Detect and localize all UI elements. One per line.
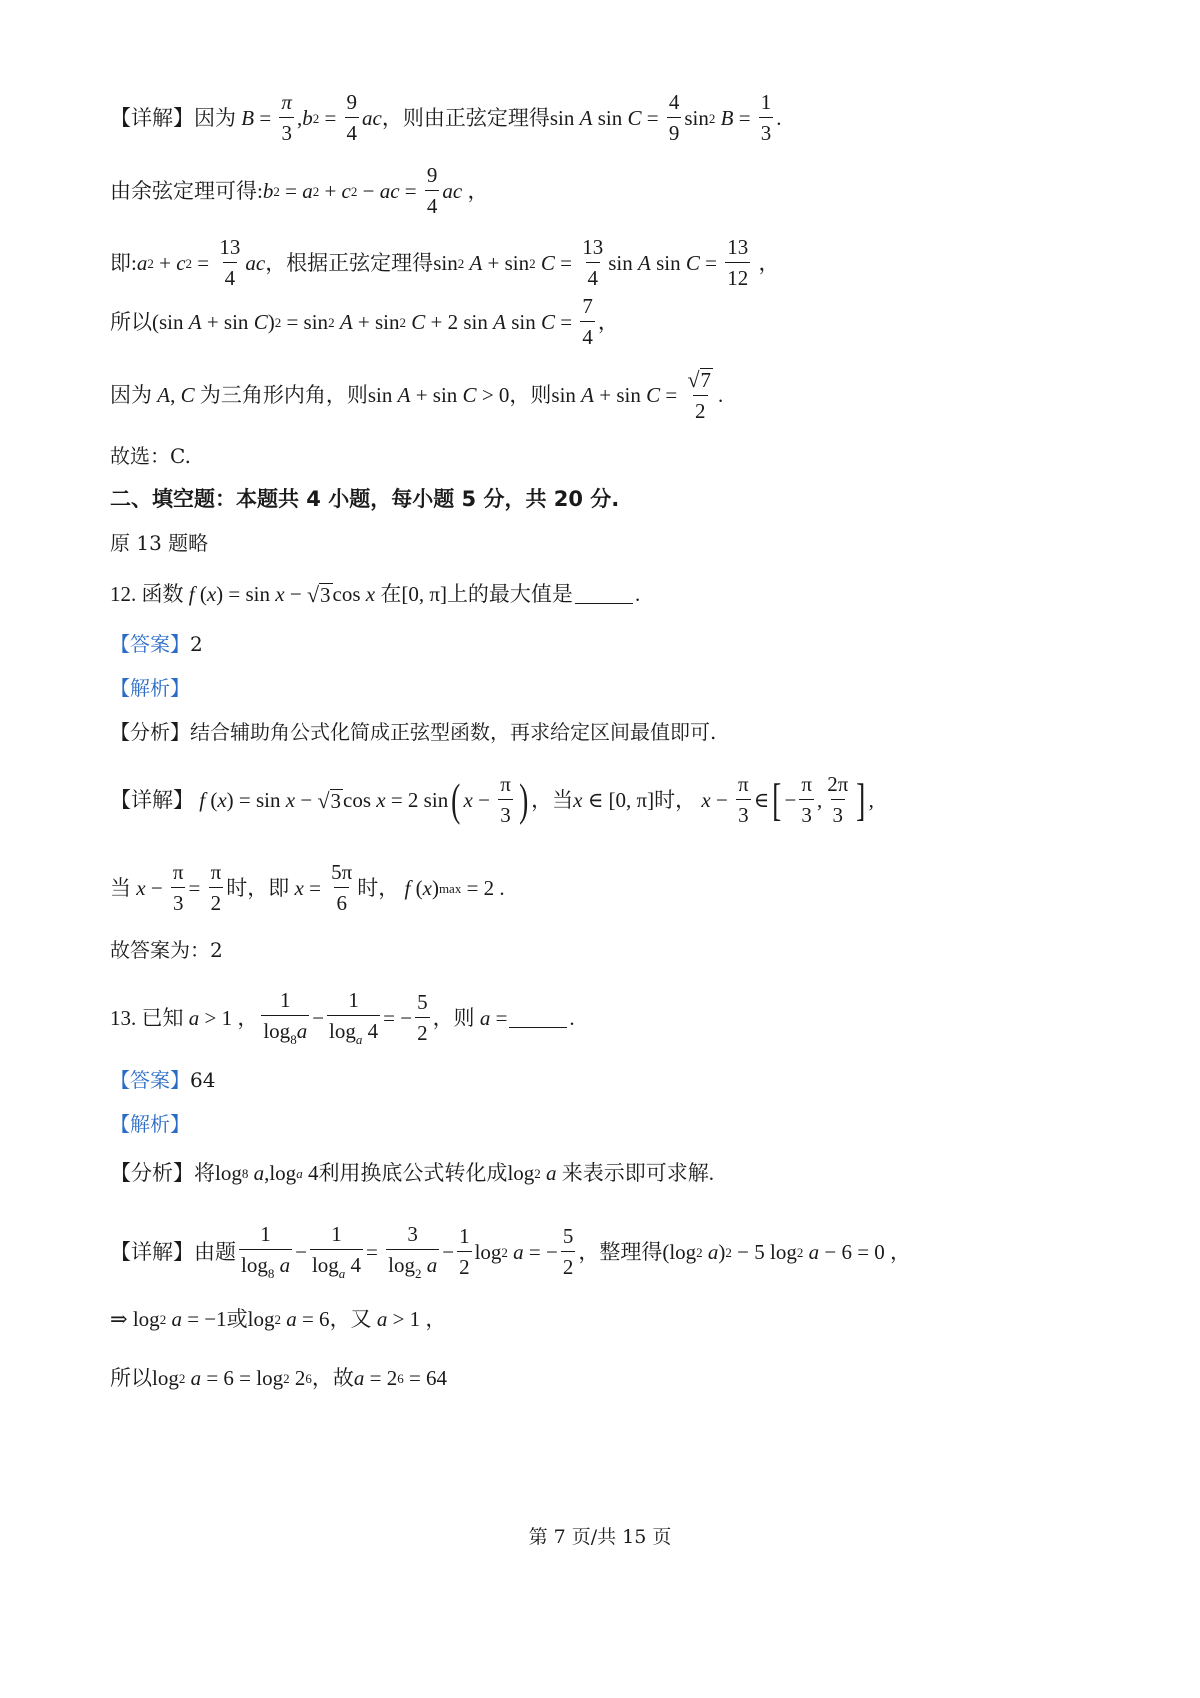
- detail-line-1: 【详解】 因为 B = $\frac{\pi}{3}$ , b 2 = $\frac{9}{4}$ ac ，则由正弦定理得 sin A sin C = $\frac{4}{9}$ sin 2 B = $\frac{1}{3}$ .: [110, 90, 782, 145]
- detail-13-line-3: 所以 log 2 a = 6 = log 2 2 6 ，故 a = 2 6 = 64: [110, 1366, 448, 1390]
- detail-tag: 【详解】: [110, 105, 194, 130]
- detail-13-line-2: ⇒ log 2 a = −1 或 log 2 a = 6 ，又 a > 1 ，: [110, 1307, 447, 1331]
- detail-line-5: 因为 A , C 为三角形内角，则 sin A + sin C > 0 ，则 sin A + sin C = √ 7 2 .: [110, 367, 724, 423]
- analysis-heading-13: 【解析】: [110, 1112, 190, 1136]
- answer-blank: [509, 1009, 567, 1028]
- question-13: 13. 已知 a > 1 ， $\frac{1}{\log_8a}$ − $\frac{1}{\log_a 4}$ = − $\frac{5}{2}$ ，则 a = .: [110, 988, 575, 1047]
- answer-13: 【答案】 64: [110, 1068, 216, 1092]
- detail-12-line-1: 【详解】 f ( x ) = sin x − √ 3 cos x = 2 sin ( x − $\frac{\pi}{3}$ ) ，当 x ∈ [0, π] 时， x − $\frac{\pi}{3}$ ∈ [ − $\frac{\pi}{3}$ , $\frac{2\pi}{3}$ ] ,: [110, 772, 874, 827]
- detail-line-4: 所以 (sin A + sin C ) 2 = sin 2 A + sin 2 C + 2 sin A sin C = $\frac{7}{4}$ ，: [110, 294, 619, 349]
- answer-12: 【答案】 2: [110, 632, 203, 656]
- answer-choice-line: 故选：C.: [110, 444, 191, 468]
- detail-line-2: 由余弦定理可得: b 2 = a 2 + c 2 − ac = $\frac{9}{4}$ ac ，: [110, 163, 489, 218]
- question-12: 12. 函数 f ( x ) = sin x − √ 3 cos x 在 [0, π] 上的最大值是 .: [110, 582, 641, 607]
- section-heading: 二、填空题：本题共 4 小题，每小题 5 分，共 20 分.: [110, 487, 620, 511]
- page-footer: 第 7 页/共 15 页: [528, 1526, 672, 1548]
- analysis-12: 【分析】 结合辅助角公式化简成正弦型函数，再求给定区间最值即可.: [110, 720, 717, 744]
- final-answer-12: 故答案为：2: [110, 938, 223, 962]
- detail-line-3: 即: a 2 + c 2 = $\frac{13}{4}$ ac ，根据正弦定理得 sin 2 A + sin 2 C = $\frac{13}{4}$ sin A sin C = $\frac{13}{12}$ ，: [110, 235, 780, 290]
- detail-13-line-1: 【详解】 由题 $\frac{1}{\log_8 a}$ − $\frac{1}{\log_a 4}$ = $\frac{3}{\log_2 a}$ − $\frac{1}{2}$ log 2 a = − $\frac{5}{2}$ ，整理得 (log 2 a ) 2 − 5 log 2 a − 6 = 0 ，: [110, 1222, 912, 1281]
- omitted-note: 原 13 题略: [110, 531, 209, 555]
- analysis-heading-12: 【解析】: [110, 676, 190, 700]
- answer-tag: 【答案】: [110, 632, 190, 656]
- detail-12-line-2: 当 x − $\frac{\pi}{3}$ = $\frac{\pi}{2}$ 时，即 x = $\frac{5\pi}{6}$ 时， f ( x ) max = 2 .: [110, 860, 505, 915]
- analysis-13: 【分析】 将 log 8 a ,log a 4 利用换底公式转化成 log 2 a 来表示即可求解.: [110, 1161, 715, 1185]
- answer-blank: [575, 585, 633, 604]
